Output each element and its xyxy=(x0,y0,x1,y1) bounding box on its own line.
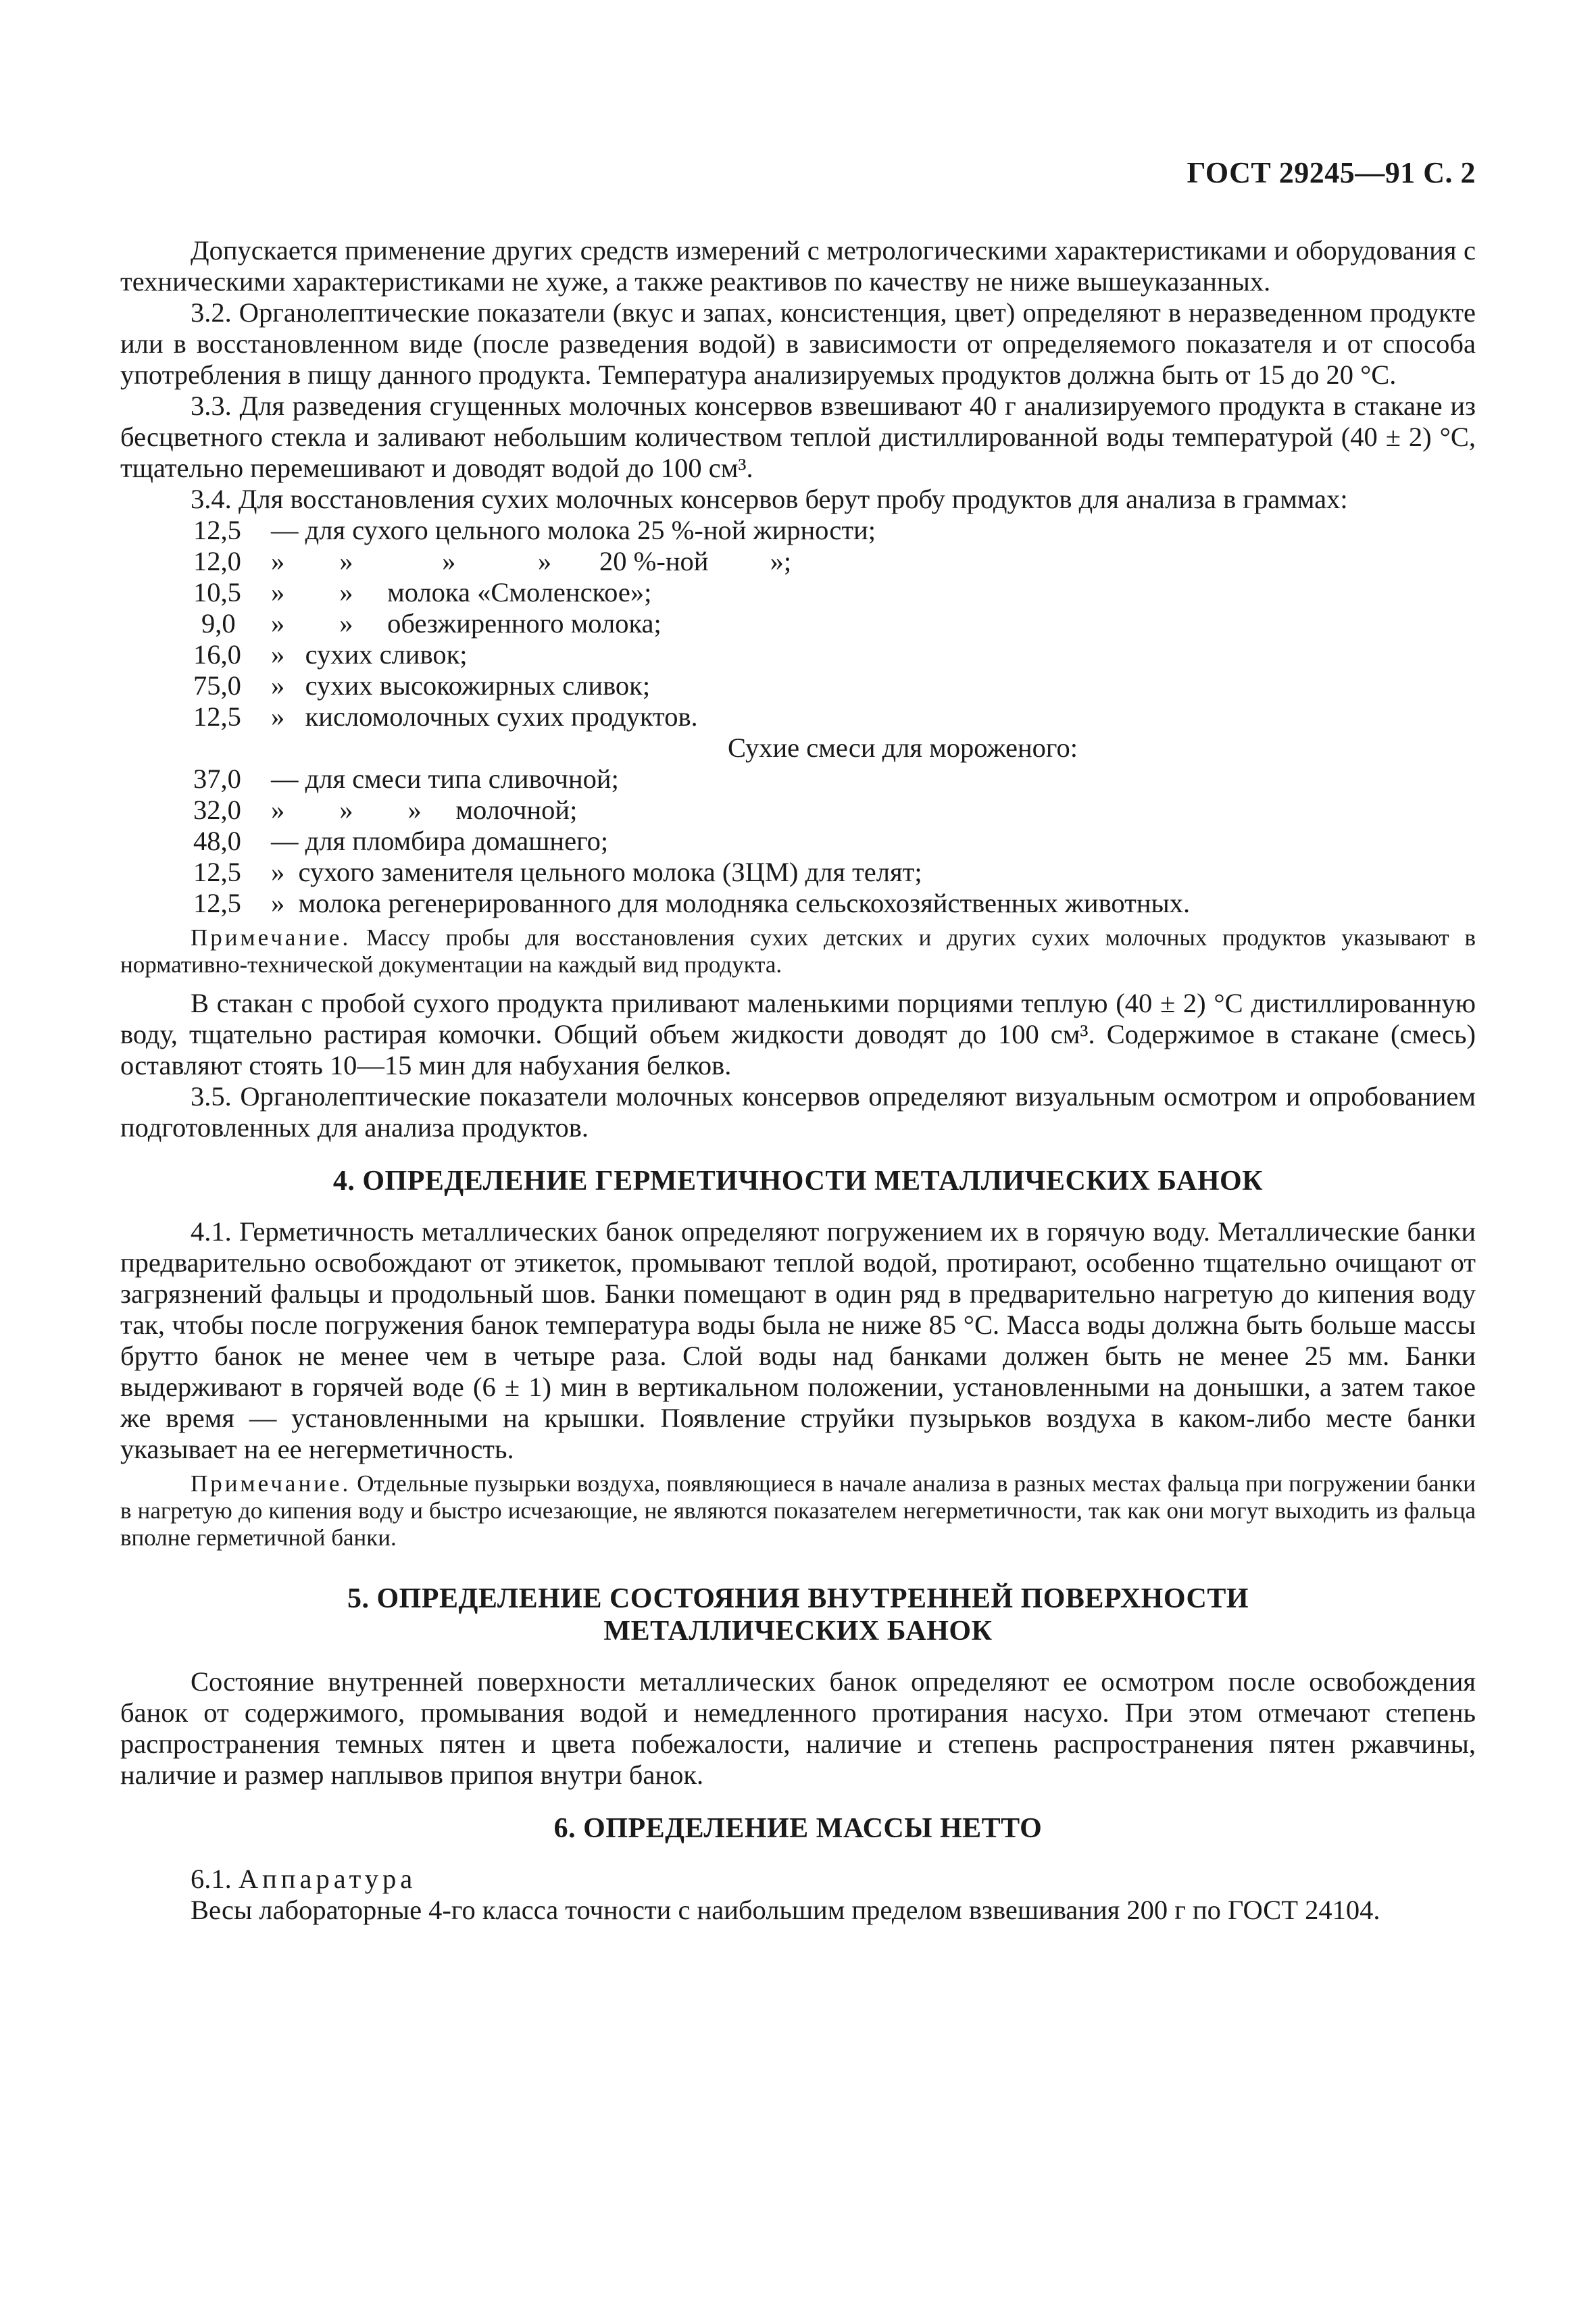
note-text: Массу пробы для восстановления сухих детских и других сухих молочных продуктов указывают в нормативно-технической документации на каждый вид продукта. xyxy=(120,924,1476,978)
page-header: ГОСТ 29245—91 С. 2 xyxy=(1187,156,1476,189)
list-item xyxy=(120,826,1476,857)
list-item-value: 48,0 xyxy=(193,826,241,856)
list-item xyxy=(120,639,1476,670)
section-5-heading-line-1: 5. ОПРЕДЕЛЕНИЕ СОСТОЯНИЯ ВНУТРЕННЕЙ ПОВЕРХНОСТИ xyxy=(347,1583,1249,1614)
list-item-text: » сухих сливок; xyxy=(271,639,468,670)
note-label: Примечание. xyxy=(191,1470,351,1497)
list-item-value: 75,0 xyxy=(193,670,241,701)
list-item xyxy=(120,546,1476,577)
document-body xyxy=(120,235,1476,1926)
list-item-text: » » » » 20 %-ной »; xyxy=(271,546,792,576)
note-label: Примечание. xyxy=(191,924,351,951)
list-item-value: 9,0 xyxy=(201,608,236,639)
list-item-value: 12,0 xyxy=(193,546,241,576)
list-item-text: — для пломбира домашнего; xyxy=(271,826,609,856)
paragraph-3-2: 3.2. Органолептические показатели (вкус и запах, консистенция, цвет) определяют в неразведенном продукте или в восстановленном виде (после разведения водой) в зависимости от определяемого показателя и от способа употребления в пищу данного продукта. Температура анализируемых продуктов должна быть от 15 до 20 °С. xyxy=(120,297,1476,390)
list-item-value: 12,5 xyxy=(193,888,241,918)
list-item-value: 16,0 xyxy=(193,639,241,670)
list-item xyxy=(120,515,1476,546)
list-item-text: » сухого заменителя цельного молока (ЗЦМ) для телят; xyxy=(271,857,922,887)
paragraph-3-3: 3.3. Для разведения сгущенных молочных консервов взвешивают 40 г анализируемого продукта в стакане из бесцветного стекла и заливают небольшим количеством теплой дистиллированной воды температурой (40 ± 2) °С, тщательно перемешивают и доводят водой до 100 см³. xyxy=(120,391,1476,483)
list-subheading: Сухие смеси для мороженого: xyxy=(727,732,1078,763)
list-item-text: » » обезжиренного молока; xyxy=(271,608,662,639)
list-item-text: » » молока «Смоленское»; xyxy=(271,577,652,607)
list-item-value: 32,0 xyxy=(193,795,241,825)
list-item xyxy=(120,764,1476,795)
paragraph-3-5: 3.5. Органолептические показатели молочных консервов определяют визуальным осмотром и опробованием подготовленных для анализа продуктов. xyxy=(120,1081,1476,1143)
clause-title: Аппаратура xyxy=(238,1864,417,1894)
list-item-value: 10,5 xyxy=(193,577,241,607)
list-item-text: » сухих высокожирных сливок; xyxy=(271,670,651,701)
paragraph-4-1: 4.1. Герметичность металлических банок определяют погружением их в горячую воду. Металлические банки предварительно освобождают от этикеток, промывают теплой водой, протирают, особенно тщательно очищают от загрязнений фальцы и продольный шов. Банки помещают в один ряд в предварительно нагретую до кипения воду так, чтобы после погружения банок температура воды была не ниже 85 °С. Масса воды должна быть больше массы брутто банок не менее чем в четыре раза. Слой воды над банками должен быть не менее 25 мм. Банки выдерживают в горячей воде (6 ± 1) мин в вертикальном положении, установленными на донышки, а затем такое же время — установленными на крышки. Появление струйки пузырьков воздуха в каком-либо месте банки указывает на ее негерметичность. xyxy=(120,1216,1476,1464)
list-item-text: » кисломолочных сухих продуктов. xyxy=(271,701,698,732)
paragraph-3-4: 3.4. Для восстановления сухих молочных консервов берут пробу продуктов для анализа в граммах: xyxy=(191,484,1348,514)
list-item xyxy=(120,888,1476,919)
list-item-text: — для сухого цельного молока 25 %-ной жирности; xyxy=(271,515,876,545)
section-5-heading-wrap xyxy=(120,1561,1476,1666)
clause-number: 6.1. xyxy=(191,1864,232,1894)
paragraph-6-1-text: Весы лабораторные 4-го класса точности с наибольшим пределом взвешивания 200 г по ГОСТ 24104. xyxy=(191,1895,1380,1925)
list-item xyxy=(120,608,1476,639)
section-6-heading-wrap xyxy=(120,1791,1476,1864)
section-5-heading-line-2: МЕТАЛЛИЧЕСКИХ БАНОК xyxy=(603,1616,993,1647)
mass-list-2 xyxy=(120,764,1476,919)
list-item-text: » » » молочной; xyxy=(271,795,578,825)
list-item-value: 12,5 xyxy=(193,857,241,887)
paragraph-glass: В стакан с пробой сухого продукта приливают маленькими порциями теплую (40 ± 2) °С дистиллированную воду, тщательно растирая комочки. Общий объем жидкости доводят до 100 см³. Содержимое в стакане (смесь) оставляют стоять 10—15 мин для набухания белков. xyxy=(120,988,1476,1080)
list-item xyxy=(120,857,1476,888)
list-item-value: 12,5 xyxy=(193,515,241,545)
section-4-heading: 4. ОПРЕДЕЛЕНИЕ ГЕРМЕТИЧНОСТИ МЕТАЛЛИЧЕСКИХ БАНОК xyxy=(332,1166,1264,1197)
note-2 xyxy=(120,1470,1476,1551)
list-item xyxy=(120,577,1476,608)
note-text: Отдельные пузырьки воздуха, появляющиеся в начале анализа в разных местах фальца при погружении банки в нагретую до кипения воду и быстро исчезающие, не являются показателем негерметичности, так как они могут выходить из фальца вполне герметичной банки. xyxy=(120,1470,1476,1551)
list-item xyxy=(120,701,1476,732)
list-item-text: » молока регенерированного для молодняка сельскохозяйственных животных. xyxy=(271,888,1191,918)
list-item xyxy=(120,795,1476,826)
section-6-heading: 6. ОПРЕДЕЛЕНИЕ МАССЫ НЕТТО xyxy=(553,1813,1043,1844)
paragraph-5: Состояние внутренней поверхности металлических банок определяют ее осмотром после освобождения банок от содержимого, промывания водой и немедленного протирания насухо. При этом отмечают степень распространения темных пятен и цвета побежалости, наличие и степень распространения пятен ржавчины, наличие и размер наплывов припоя внутри банок. xyxy=(120,1666,1476,1790)
list-item-value: 37,0 xyxy=(193,764,241,794)
paragraph-intro: Допускается применение других средств измерений с метрологическими характеристиками и оборудования с техническими характеристиками не хуже, а также реактивов по качеству не ниже вышеуказанных. xyxy=(120,235,1476,297)
paragraph-6-1-title xyxy=(120,1864,1476,1895)
list-item-value: 12,5 xyxy=(193,701,241,732)
list-item xyxy=(120,670,1476,701)
section-4-heading-wrap xyxy=(120,1143,1476,1216)
list-item-text: — для смеси типа сливочной; xyxy=(271,764,619,794)
note-1 xyxy=(120,924,1476,978)
mass-list xyxy=(120,515,1476,732)
